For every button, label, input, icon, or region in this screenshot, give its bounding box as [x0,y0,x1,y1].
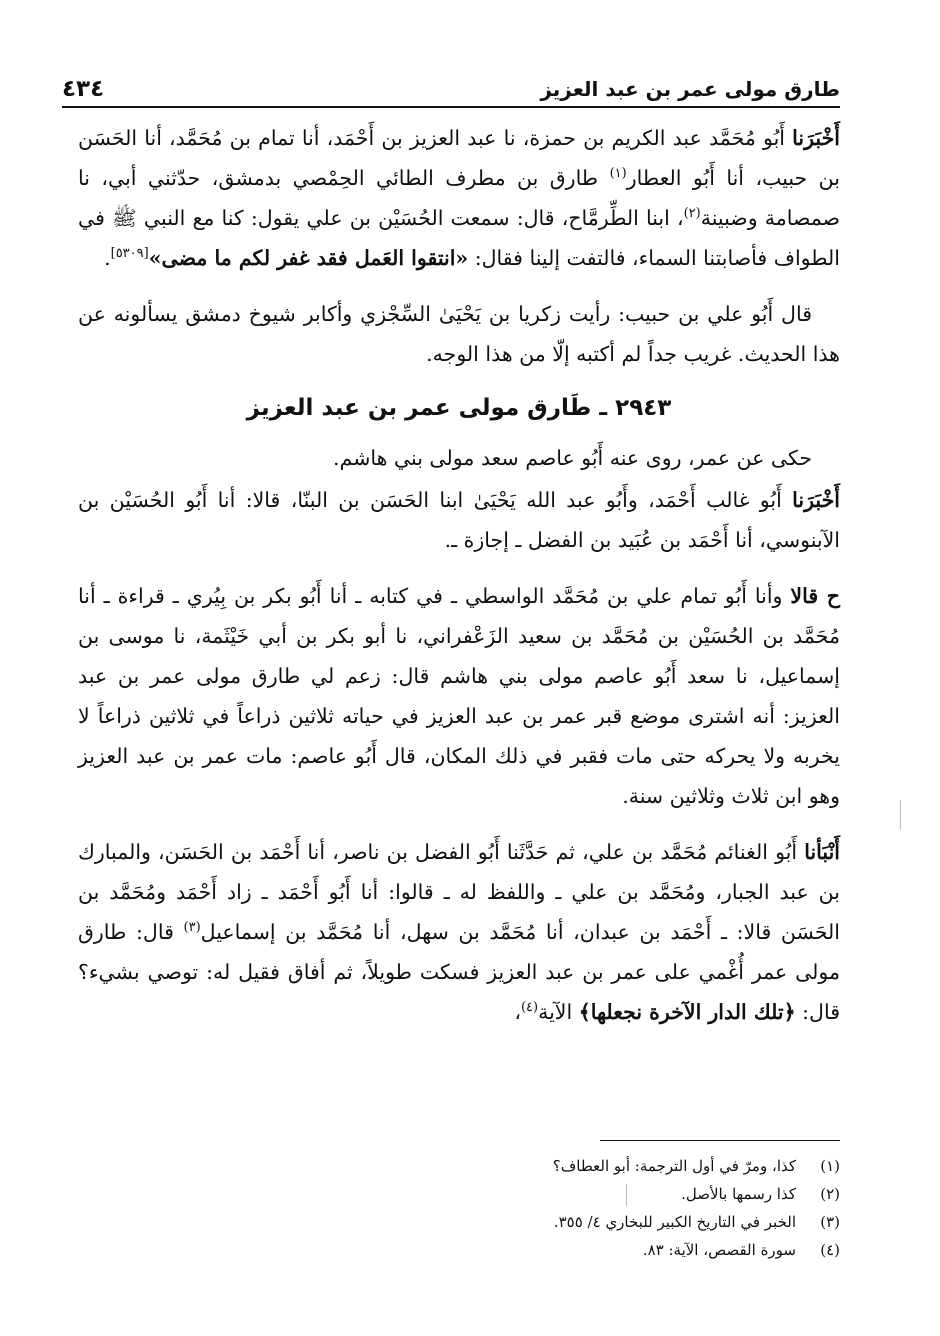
narration-keyword: ح قالا [790,584,840,608]
report-text: أَبُو الغنائم مُحَمَّد بن علي، ثم حَدَّثَنا أَبُو الفضل بن ناصر، أنا أَحْمَد بن الحَسَن، والمبارك بن عبد الجبار، ومُحَمَّد بن علي ـ واللفظ له ـ قالوا: أنا أَبُو أَحْمَد ـ زاد أَحْمَد ومُحَمَّد بن الحَسَن قالا: ـ أَحْمَد بن عبدان، أنا مُحَمَّد بن سهل، أنا مُحَمَّد بن إسماعيل [78,840,841,944]
isnad-text: طارق بن مطرف الطائي الحِمْصي بدمشق، حدّثني أبي، نا صمصامة وضبينة [78,166,840,230]
footnote-number: (٢) [820,1185,840,1203]
running-title: طارق مولى عمر بن عبد العزيز [540,77,840,101]
header-rule [62,106,840,108]
margin-mark [900,800,901,830]
isnad-text: ، ابنا الطِّرمَّاح، قال: سمعت الحُسَيْن بن علي يقول: كنا مع النبي ﷺ في الطواف فأصابتنا السماء، فالتفت إلينا فقال: [78,206,840,270]
paragraph-report [78,576,840,816]
narration-keyword: أَنْبَأنا [804,840,840,864]
footnote-ref[interactable]: (٤) [520,1000,539,1016]
paragraph-hadith [78,118,840,278]
comment-text: قال أَبُو علي بن حبيب: رأيت زكريا بن يَحْيَىٰ السِّجْزي وأكابر شيوخ دمشق يسألونه عن هذا الحديث. غريب جداً لم أكتبه إلّا من هذا الوجه. [78,302,840,366]
footnote-ref[interactable]: (١) [609,166,627,182]
paragraph-comment [78,294,840,374]
footnote-text: سورة القصص، الآية: ٨٣. [642,1241,796,1259]
page-header [62,64,840,104]
footnote-item [78,1180,840,1208]
hadith-quote: «انتقوا العَمل فقد غفر لكم ما مضى» [148,246,469,270]
footnote-item [78,1236,840,1264]
footnote-number: (٣) [820,1213,840,1231]
paragraph-isnad [78,480,840,560]
footnote-text: الخبر في التاريخ الكبير للبخاري ٤/ ٣٥٥. [553,1213,796,1231]
punctuation: ، [514,1000,521,1024]
footnote-text: كذا رسمها بالأصل. [681,1185,796,1203]
report-text: الآية [538,1000,579,1024]
report-text: قال: طارق مولى عمر أُغْمي على عمر بن عبد العزيز فسكت طويلاً، ثم أفاق فقيل له: توصي بشيء؟ قال: [78,920,840,1024]
paragraph-intro [78,438,840,478]
quran-quote: ﴿تلك الدار الآخرة نجعلها﴾ [578,1000,796,1024]
narration-keyword: أَخْبَرَنا [792,126,840,150]
intro-text: حكى عن عمر، روى عنه أَبُو عاصم سعد مولى بني هاشم. [333,446,812,470]
footnote-ref[interactable]: (٢) [683,206,701,222]
footnote-text: كذا، ومرّ في أول الترجمة: أبو العطاف؟ [552,1157,796,1175]
footnote-item [78,1208,840,1236]
narration-keyword: أَخْبَرَنا [792,488,840,512]
paragraph-report [78,832,840,1032]
footnote-number: (٤) [820,1241,840,1259]
hadith-number: [٥٣٠٩] [110,246,149,262]
footnotes [78,1152,840,1264]
footnote-rule [600,1140,840,1141]
entry-title: ٢٩٤٣ ـ طَارق مولى عمر بن عبد العزيز [246,395,672,421]
footnote-number: (١) [820,1157,840,1175]
footnote-ref[interactable]: (٣) [183,920,201,936]
isnad-text: أَبُو غالب أَحْمَد، وأَبُو عبد الله يَحْيَىٰ ابنا الحَسَن بن البنّا، قالا: أنا أَبُو الحُسَيْن بن الآبنوسي، أنا أَحْمَد بن عُبَيد بن الفضل ـ إجازة ـ. [78,488,840,552]
main-text [78,118,840,1032]
isnad-text: أَبُو مُحَمَّد عبد الكريم بن حمزة، نا عبد العزيز بن أَحْمَد، أنا تمام بن مُحَمَّد، أنا الحَسَن بن حبيب، أنا أَبُو العطار [78,126,840,190]
page-number: ٤٣٤ [62,76,105,102]
punctuation: . [104,246,111,270]
footnote-item [78,1152,840,1180]
report-text: وأنا أَبُو تمام علي بن مُحَمَّد الواسطي ـ في كتابه ـ أنا أَبُو بكر بن بِيُري ـ قراءة ـ أنا مُحَمَّد بن الحُسَيْن بن مُحَمَّد بن سعيد الزَعْفراني، نا أبو بكر بن أبي خَيْثَمة، نا موسى بن إسماعيل، نا سعد أَبُو عاصم مولى بني هاشم قال: زعم لي طارق مولى عمر بن عبد العزيز: أنه اشترى موضع قبر عمر بن عبد العزيز في حياته ثلاثين ذراعاً في ثلاثين ذراعاً لا يخربه ولا يحركه حتى مات فقبر في ذلك المكان، قال أَبُو عاصم: مات عمر بن عبد العزيز وهو ابن ثلاث وثلاثين سنة. [78,584,840,808]
